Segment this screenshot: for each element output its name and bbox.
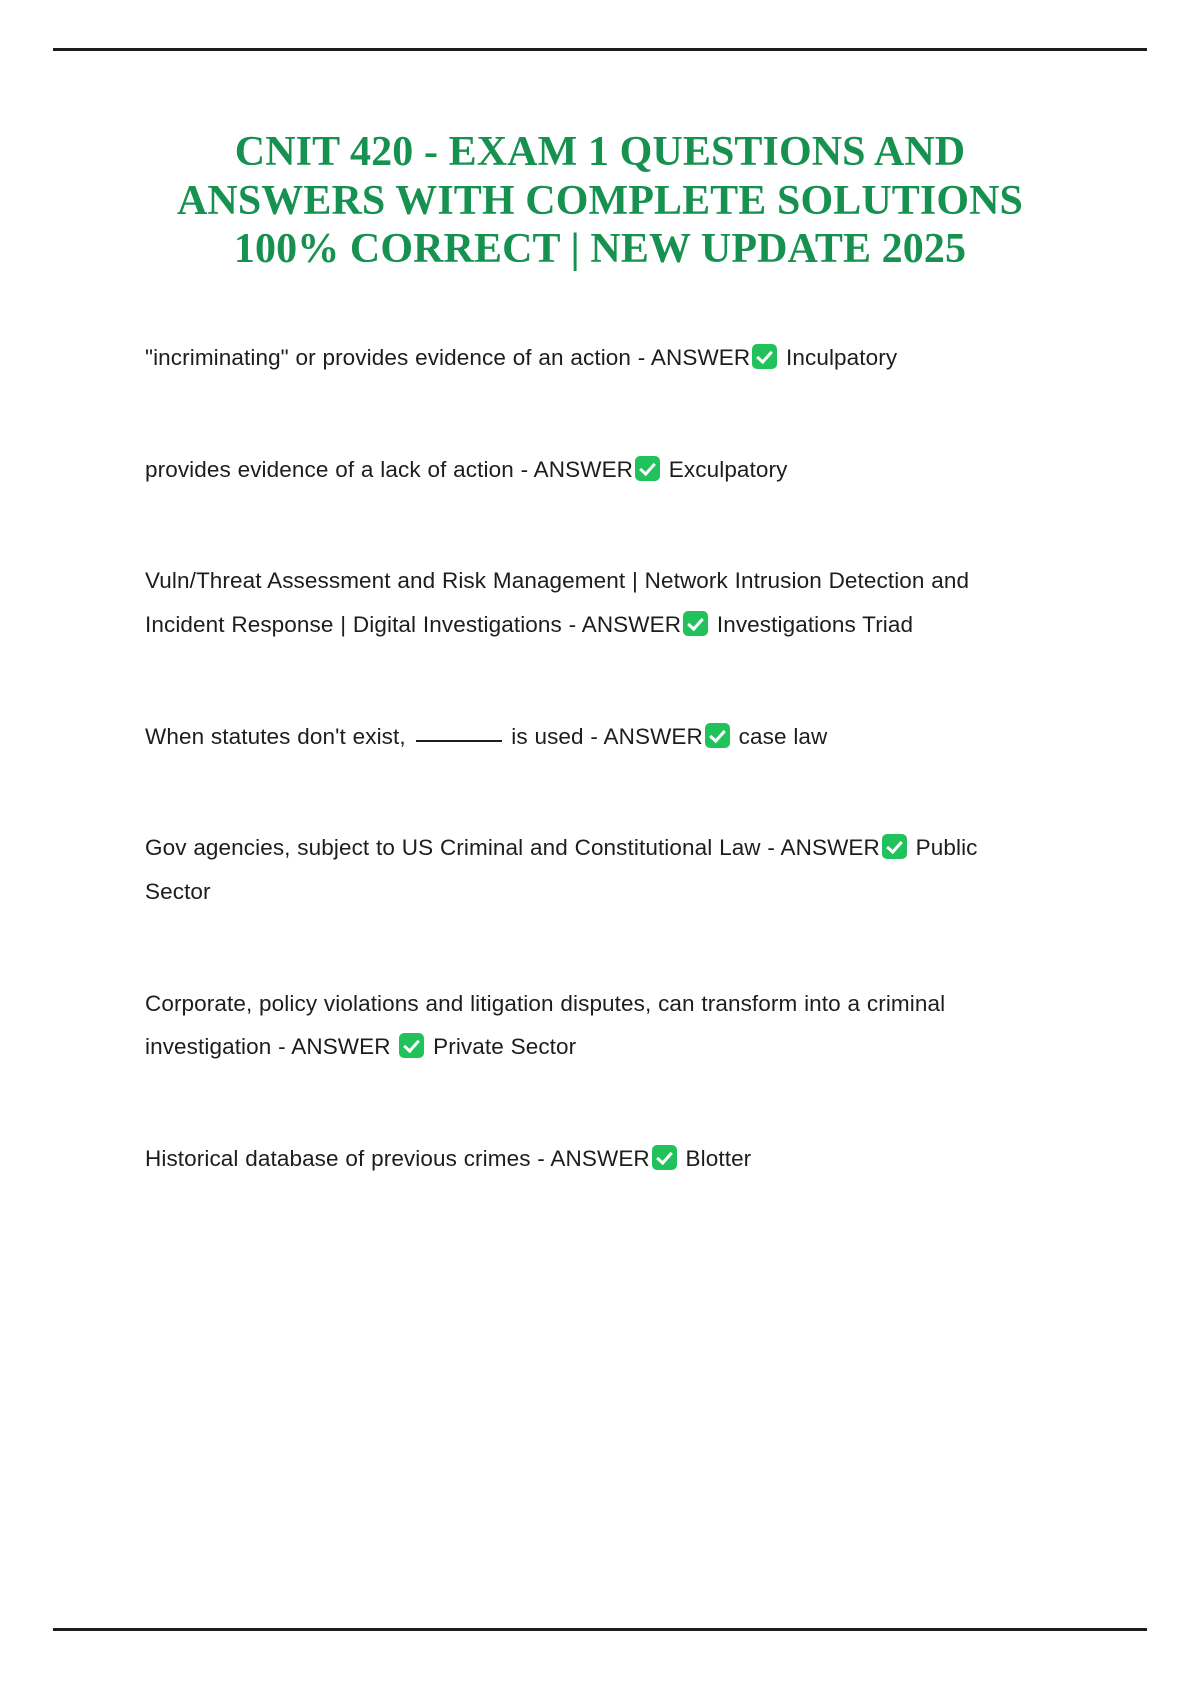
check-mark-button-icon [635, 456, 660, 481]
qa-prompt: Historical database of previous crimes - ANSWER [145, 1145, 650, 1171]
qa-item-2 [0, 448, 1200, 492]
qa-item-5 [0, 826, 1200, 913]
qa-prompt: Gov agencies, subject to US Criminal and Constitutional Law - ANSWER [145, 835, 880, 861]
qa-item-7 [0, 1137, 1200, 1181]
check-mark-button-icon [705, 723, 730, 748]
qa-answer: case law [738, 723, 828, 749]
check-mark-button-icon [752, 344, 777, 369]
qa-answer: Private Sector [433, 1034, 577, 1060]
qa-answer: Blotter [685, 1145, 752, 1171]
page-title: CNIT 420 - EXAM 1 QUESTIONS AND ANSWERS WITH COMPLETE SOLUTIONS 100% CORRECT | NEW UPDATE 2025 [176, 129, 1024, 273]
page-bottom-rule [53, 1628, 1147, 1631]
qa-answer: Public Sector [145, 835, 978, 904]
qa-item-3 [0, 559, 1200, 646]
check-mark-button-icon [652, 1145, 677, 1170]
check-mark-button-icon [882, 834, 907, 859]
qa-answer: Inculpatory [786, 345, 898, 371]
qa-prompt-before-blank: When statutes don't exist, [145, 723, 406, 749]
qa-answer: Investigations Triad [716, 612, 914, 638]
check-mark-button-icon [683, 611, 708, 636]
qa-prompt-after-blank: is used - ANSWER [511, 723, 703, 749]
document-content [0, 48, 1200, 1249]
qa-item-6 [0, 982, 1200, 1069]
check-mark-button-icon [399, 1033, 424, 1058]
qa-prompt: provides evidence of a lack of action - ANSWER [145, 456, 634, 482]
fill-in-blank [416, 740, 502, 742]
qa-answer: Exculpatory [668, 456, 788, 482]
qa-list [0, 336, 1200, 1180]
qa-item-1 [0, 336, 1200, 380]
qa-prompt: "incriminating" or provides evidence of an action - ANSWER [145, 345, 751, 371]
qa-prompt: Vuln/Threat Assessment and Risk Management | Network Intrusion Detection and Incident Response | Digital Investigations - ANSWER [145, 568, 970, 638]
qa-item-4 [0, 715, 1200, 759]
qa-prompt: Corporate, policy violations and litigation disputes, can transform into a criminal investigation - ANSWER [145, 990, 946, 1060]
